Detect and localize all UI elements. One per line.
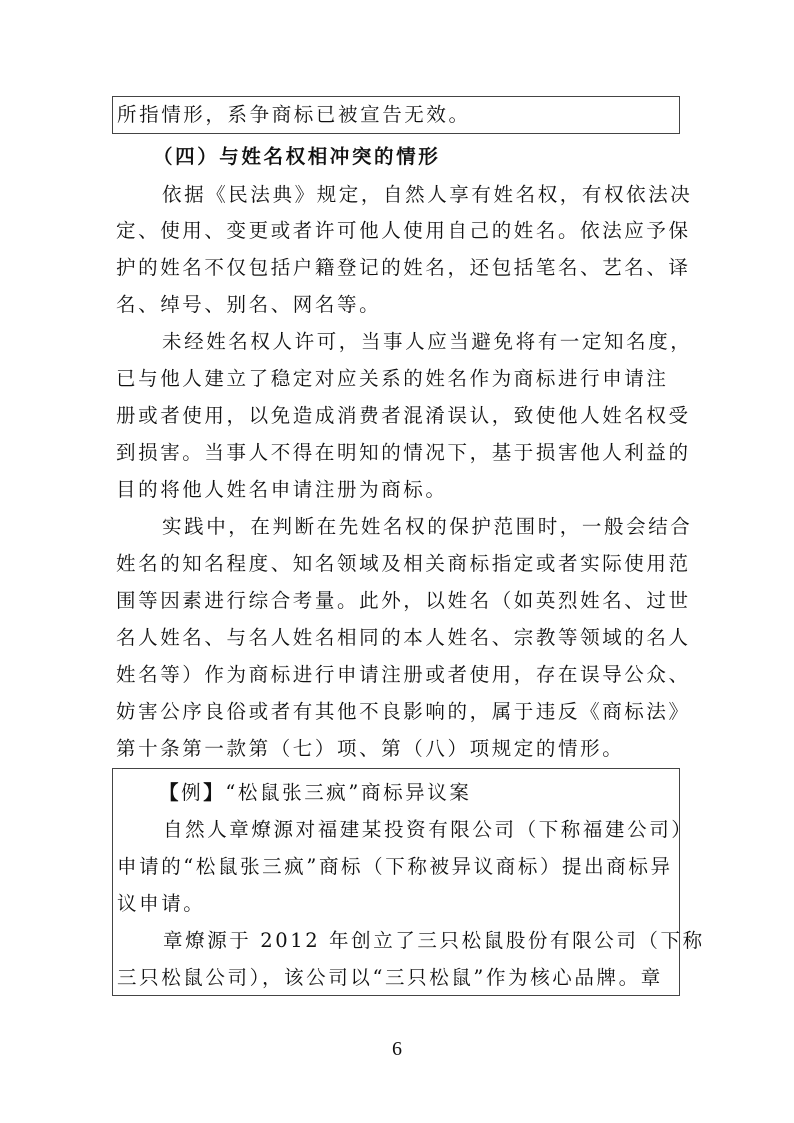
paragraph-line: 围等因素进行综合考量。此外，以姓名（如英烈姓名、过世	[116, 589, 691, 612]
example-case-box	[112, 768, 705, 996]
section-heading: （四）与姓名权相冲突的情形	[153, 145, 441, 168]
paragraph-line: 依据《民法典》规定，自然人享有姓名权，有权依法决	[162, 183, 693, 206]
example-title-text: “松鼠张三疯”商标异议案	[225, 781, 472, 804]
paragraph-line: 名、绰号、别名、网名等。	[116, 293, 382, 316]
box-text-line: 自然人章燎源对福建某投资有限公司（下称福建公司）	[163, 818, 694, 841]
paragraph-line: 册或者使用，以免造成消费者混淆误认，致使他人姓名权受	[116, 404, 691, 427]
paragraph-line: 已与他人建立了稳定对应关系的姓名作为商标进行申请注	[116, 367, 669, 390]
paragraph-line: 第十条第一款第（七）项、第（八）项规定的情形。	[116, 737, 625, 760]
box-text-line: 三只松鼠公司），该公司以“三只松鼠”作为核心品牌。章	[117, 966, 663, 989]
example-bracket-open: 【	[159, 781, 182, 804]
paragraph-line: 未经姓名权人许可，当事人应当避免将有一定知名度，	[162, 330, 693, 353]
example-title	[159, 781, 471, 805]
page-number: 6	[392, 1038, 402, 1060]
box-text-line: 所指情形，系争商标已被宣告无效。	[117, 103, 471, 126]
paragraph-line: 护的姓名不仅包括户籍登记的姓名，还包括笔名、艺名、译	[116, 256, 691, 279]
box-text-line: 章燎源于 2012 年创立了三只松鼠股份有限公司（下称	[163, 929, 705, 952]
paragraph-line: 到损害。当事人不得在明知的情况下，基于损害他人利益的	[116, 441, 691, 464]
paragraph-line: 姓名等）作为商标进行申请注册或者使用，存在误导公众、	[116, 663, 691, 686]
paragraph-line: 定、使用、变更或者许可他人使用自己的姓名。依法应予保	[116, 219, 691, 242]
example-label: 例	[181, 781, 204, 804]
paragraph-line: 妨害公序良俗或者有其他不良影响的，属于违反《商标法》	[116, 700, 691, 723]
paragraph-line: 目的将他人姓名申请注册为商标。	[116, 478, 448, 501]
paragraph-line: 姓名的知名程度、知名领域及相关商标指定或者实际使用范	[116, 552, 691, 575]
paragraph-line: 名人姓名、与名人姓名相同的本人姓名、宗教等领域的名人	[116, 626, 691, 649]
top-case-box	[112, 96, 680, 134]
box-text-line: 申请的“松鼠张三疯”商标（下称被异议商标）提出商标异	[117, 855, 673, 878]
example-bracket-close: 】	[203, 781, 226, 804]
box-text-line: 议申请。	[117, 892, 206, 915]
paragraph-line: 实践中，在判断在先姓名权的保护范围时，一般会结合	[162, 515, 693, 538]
